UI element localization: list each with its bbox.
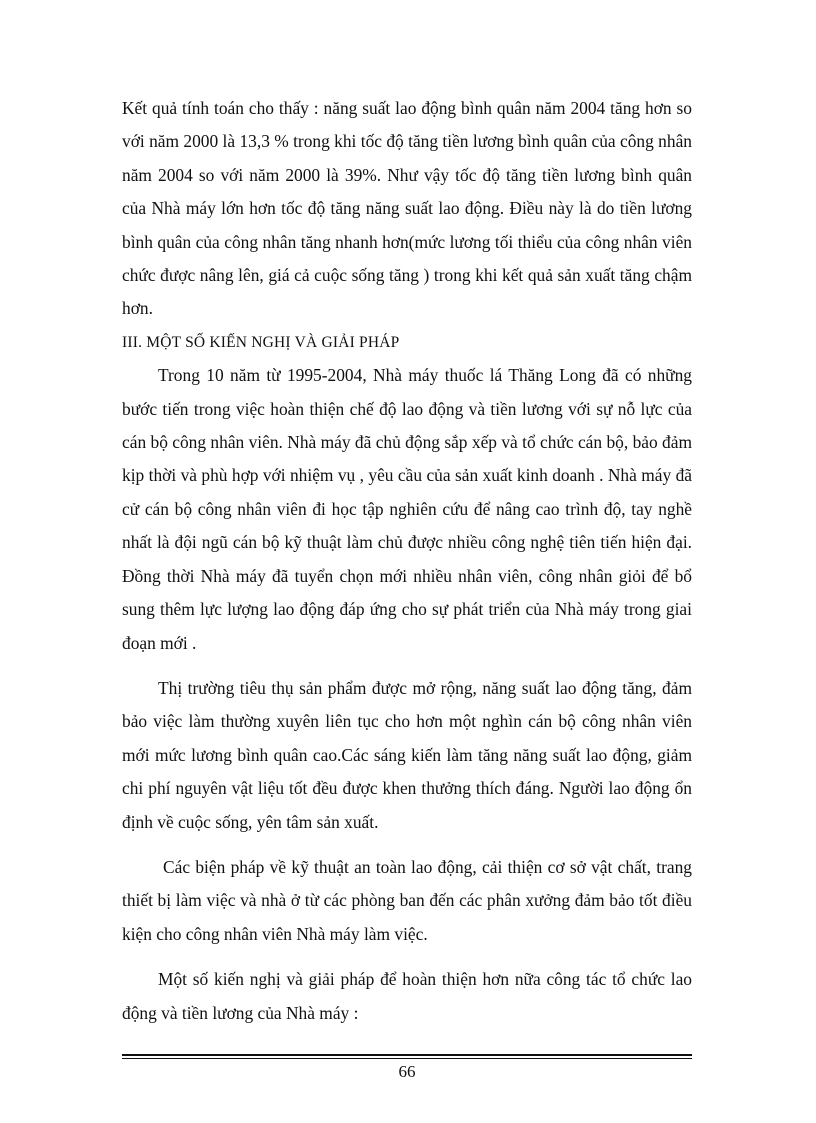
paragraph-wage-productivity-result: Kết quả tính toán cho thấy : năng suất lao động bình quân năm 2004 tăng hơn so với năm 2000 là 13,3 % trong khi tốc độ tăng tiền lương bình quân của công nhân năm 2004 so với năm 2000 là 39%. Như vậy tốc độ tăng tiền lương bình quân của Nhà máy lớn hơn tốc độ tăng năng suất lao động. Điều này là do tiền lương bình quân của công nhân tăng nhanh hơn(mức lương tối thiểu của công nhân viên chức được nâng lên, giá cả cuộc sống tăng ) trong khi kết quả sản xuất tăng chậm hơn. <box>122 98 692 319</box>
paragraph-recommendations-intro: Một số kiến nghị và giải pháp để hoàn thiện hơn nữa công tác tổ chức lao động và tiền lương của Nhà máy : <box>122 969 692 1023</box>
paragraph-safety-measures: Các biện pháp về kỹ thuật an toàn lao động, cải thiện cơ sở vật chất, trang thiết bị làm việc và nhà ở từ các phòng ban đến các phân xưởng đảm bảo tốt điều kiện cho công nhân viên Nhà máy làm việc. <box>122 856 692 944</box>
section-heading: III. MỘT SỐ KIẾN NGHỊ VÀ GIẢI PHÁP <box>122 333 400 351</box>
page-number: 66 <box>398 1062 416 1081</box>
paragraph-ten-year-progress: Trong 10 năm từ 1995-2004, Nhà máy thuốc lá Thăng Long đã có những bước tiến trong việc hoàn thiện chế độ lao động và tiền lương với sự nỗ lực của cán bộ công nhân viên. Nhà máy đã chủ động sắp xếp và tổ chức cán bộ, bảo đảm kịp thời và phù hợp với nhiệm vụ , yêu cầu của sản xuất kinh doanh . Nhà máy đã cử cán bộ công nhân viên đi học tập nghiên cứu để nâng cao trình độ, tay nghề nhất là đội ngũ cán bộ kỹ thuật làm chủ được nhiều công nghệ tiên tiến hiện đại. Đồng thời Nhà máy đã tuyển chọn mới nhiều nhân viên, công nhân giỏi để bổ sung thêm lực lượng lao động đáp ứng cho sự phát triển của Nhà máy trong giai đoạn mới . <box>122 365 692 653</box>
footer-rule-thin <box>122 1058 692 1059</box>
body-text <box>122 92 692 1030</box>
paragraph-market-expansion: Thị trường tiêu thụ sản phẩm được mở rộng, năng suất lao động tăng, đảm bảo việc làm thường xuyên liên tục cho hơn một nghìn cán bộ công nhân viên mới mức lương bình quân cao.Các sáng kiến làm tăng năng suất lao động, giảm chi phí nguyên vật liệu tốt đều được khen thưởng thích đáng. Người lao động ổn định về cuộc sống, yên tâm sản xuất. <box>122 677 692 832</box>
footer-rule-thick <box>122 1054 692 1056</box>
